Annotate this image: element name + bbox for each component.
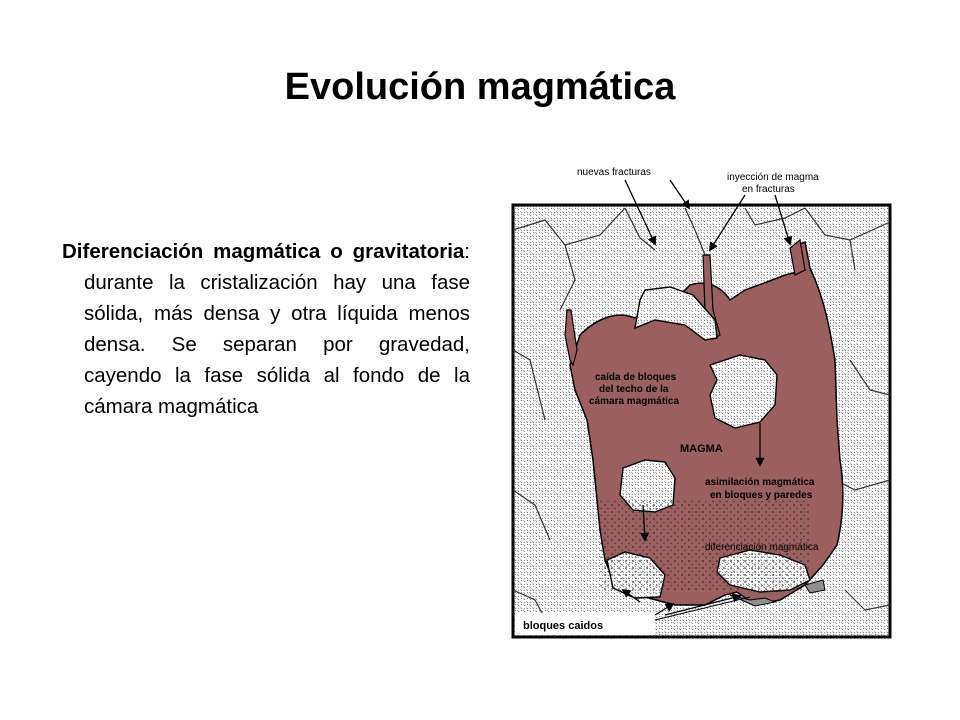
label-block-fall-1: caída de bloques — [595, 372, 677, 383]
label-fallen-blocks: bloques caidos — [523, 620, 604, 632]
label-assimilation-2: en bloques y paredes — [710, 490, 813, 501]
label-assimilation-1: asimilación magmática — [705, 477, 815, 488]
label-injection-1: inyección de magma — [727, 172, 819, 183]
label-block-fall-3: cámara magmática — [589, 396, 680, 407]
paragraph-text: : durante la cristalización hay una fase sólida, más densa y otra líquida menos densa. Se separan por gravedad, cayendo la fase sólida al fondo de la cámara magmática — [84, 240, 470, 418]
label-injection-2: en fracturas — [742, 184, 795, 195]
body-paragraph — [62, 236, 470, 422]
label-differentiation: diferenciación magmática — [705, 542, 819, 553]
label-new-fractures: nuevas fracturas — [577, 167, 651, 178]
label-block-fall-2: del techo de la — [599, 384, 669, 395]
slide-title: Evolución magmática — [284, 66, 676, 108]
paragraph-term: Diferenciación magmática o gravitatoria — [62, 240, 465, 263]
label-magma: MAGMA — [680, 443, 723, 455]
magma-chamber-diagram — [505, 160, 900, 650]
